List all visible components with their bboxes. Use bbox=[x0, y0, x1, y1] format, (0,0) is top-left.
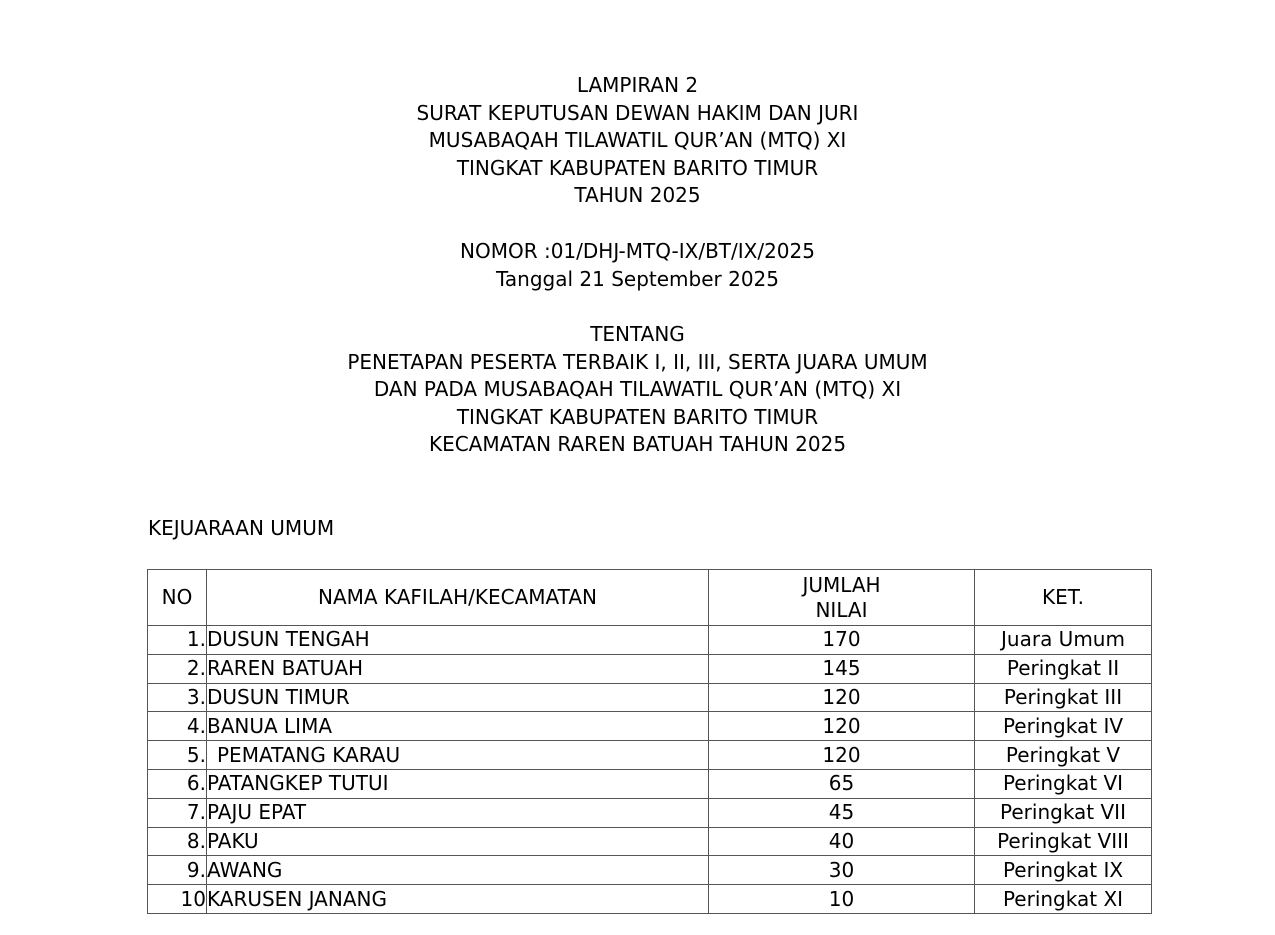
row-score: 120 bbox=[709, 683, 975, 712]
row-name: PAJU EPAT bbox=[207, 798, 709, 827]
table-row bbox=[148, 654, 1152, 683]
row-score: 65 bbox=[709, 769, 975, 798]
row-name: DUSUN TIMUR bbox=[207, 683, 709, 712]
document-number-block bbox=[0, 238, 1275, 293]
column-header-no: NO bbox=[148, 570, 207, 626]
row-score: 40 bbox=[709, 827, 975, 856]
row-score: 145 bbox=[709, 654, 975, 683]
row-name: DUSUN TENGAH bbox=[207, 626, 709, 655]
row-name: RAREN BATUAH bbox=[207, 654, 709, 683]
row-score: 120 bbox=[709, 712, 975, 741]
table-row bbox=[148, 712, 1152, 741]
table-row bbox=[148, 769, 1152, 798]
column-header-name: NAMA KAFILAH/KECAMATAN bbox=[207, 570, 709, 626]
table-row bbox=[148, 741, 1152, 770]
section-title: KEJUARAAN UMUM bbox=[148, 516, 335, 540]
row-score: 45 bbox=[709, 798, 975, 827]
row-score: 30 bbox=[709, 856, 975, 885]
row-number: 8. bbox=[148, 827, 207, 856]
table-row bbox=[148, 683, 1152, 712]
row-number: 3. bbox=[148, 683, 207, 712]
table-row bbox=[148, 856, 1152, 885]
table-row bbox=[148, 798, 1152, 827]
row-number: 5. bbox=[148, 741, 207, 770]
row-ket: Peringkat III bbox=[975, 683, 1152, 712]
subject-line-4: KECAMATAN RAREN BATUAH TAHUN 2025 bbox=[428, 432, 847, 456]
table-header-row bbox=[148, 570, 1152, 626]
row-name: PEMATANG KARAU bbox=[207, 741, 709, 770]
document-date: Tanggal 21 September 2025 bbox=[495, 266, 779, 291]
document-number: NOMOR :01/DHJ-MTQ-IX/BT/IX/2025 bbox=[460, 239, 815, 263]
row-score: 120 bbox=[709, 741, 975, 770]
row-number: 9. bbox=[148, 856, 207, 885]
row-ket: Peringkat V bbox=[975, 741, 1152, 770]
column-header-score bbox=[709, 570, 975, 626]
table-row bbox=[148, 885, 1152, 914]
row-ket: Peringkat VI bbox=[975, 769, 1152, 798]
subject-line-1: PENETAPAN PESERTA TERBAIK I, II, III, SERTA JUARA UMUM bbox=[347, 349, 928, 374]
subject-line-3: TINGKAT KABUPATEN BARITO TIMUR bbox=[456, 404, 819, 429]
results-table bbox=[147, 569, 1152, 914]
header-line-musabaqah: MUSABAQAH TILAWATIL QUR’AN (MTQ) XI bbox=[428, 128, 847, 152]
row-number: 4. bbox=[148, 712, 207, 741]
subject-heading: TENTANG bbox=[590, 322, 685, 346]
document-header bbox=[0, 72, 1275, 210]
row-number: 6. bbox=[148, 769, 207, 798]
column-header-score-line1: JUMLAH bbox=[802, 572, 881, 597]
row-name: PATANGKEP TUTUI bbox=[207, 769, 709, 798]
subject-line-2: DAN PADA MUSABAQAH TILAWATIL QUR’AN (MTQ) XI bbox=[373, 377, 902, 401]
header-line-tahun: TAHUN 2025 bbox=[574, 183, 701, 207]
row-score: 170 bbox=[709, 626, 975, 655]
row-name: BANUA LIMA bbox=[207, 712, 709, 741]
row-number: 7. bbox=[148, 798, 207, 827]
header-line-tingkat: TINGKAT KABUPATEN BARITO TIMUR bbox=[456, 155, 819, 180]
row-ket: Juara Umum bbox=[975, 626, 1152, 655]
row-number: 1. bbox=[148, 626, 207, 655]
column-header-ket: KET. bbox=[975, 570, 1152, 626]
table-row bbox=[148, 827, 1152, 856]
row-number: 2. bbox=[148, 654, 207, 683]
row-ket: Peringkat IV bbox=[975, 712, 1152, 741]
row-ket: Peringkat VII bbox=[975, 798, 1152, 827]
row-number: 10 bbox=[148, 885, 207, 914]
row-ket: Peringkat IX bbox=[975, 856, 1152, 885]
row-name: AWANG bbox=[207, 856, 709, 885]
document-subject-block bbox=[0, 321, 1275, 459]
row-name: KARUSEN JANANG bbox=[207, 885, 709, 914]
row-ket: Peringkat XI bbox=[975, 885, 1152, 914]
row-ket: Peringkat II bbox=[975, 654, 1152, 683]
header-line-surat-keputusan: SURAT KEPUTUSAN DEWAN HAKIM DAN JURI bbox=[416, 100, 859, 125]
row-score: 10 bbox=[709, 885, 975, 914]
row-name: PAKU bbox=[207, 827, 709, 856]
row-ket: Peringkat VIII bbox=[975, 827, 1152, 856]
table-row bbox=[148, 626, 1152, 655]
column-header-score-line2: NILAI bbox=[815, 597, 868, 622]
header-line-lampiran: LAMPIRAN 2 bbox=[576, 73, 699, 97]
